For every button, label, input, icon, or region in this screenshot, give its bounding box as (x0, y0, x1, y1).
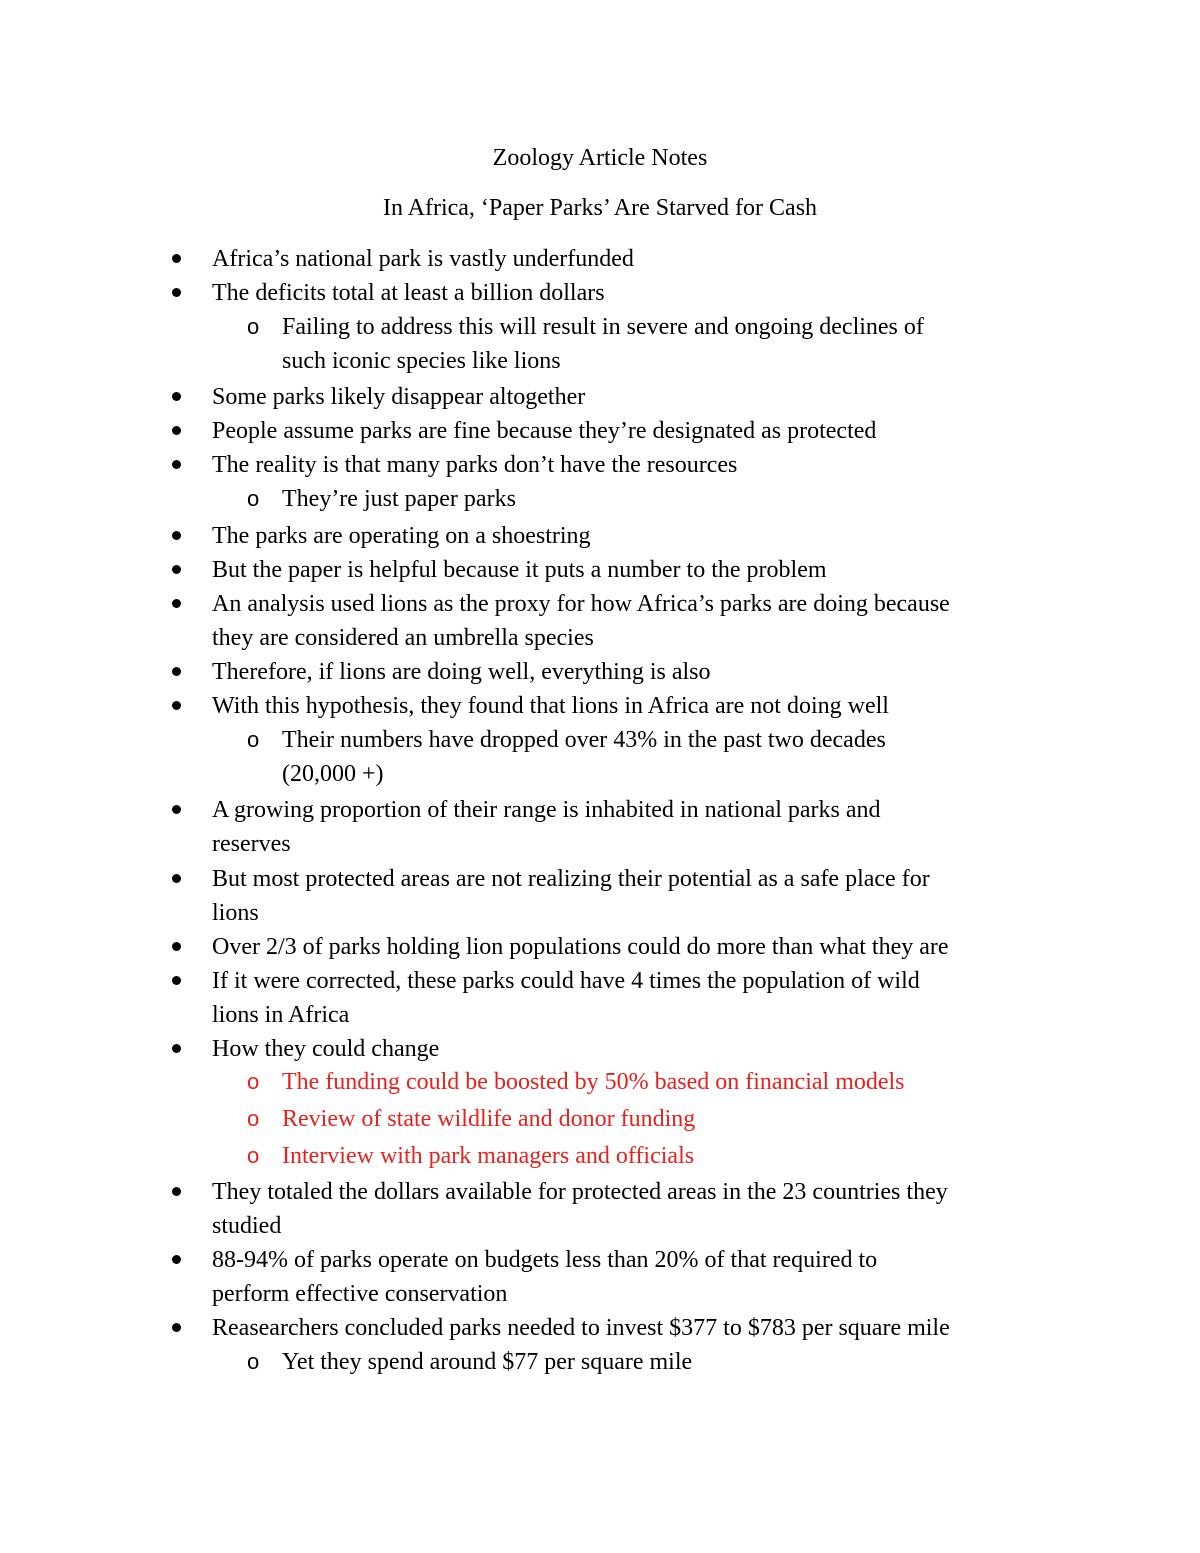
list-item-text: Their numbers have dropped over 43% in the past two decades (282, 727, 886, 753)
list-item-text: Interview with park managers and officials (282, 1143, 695, 1169)
document-title: Zoology Article Notes (492, 145, 708, 171)
hollow-bullet-icon: o (247, 486, 260, 511)
list-item (212, 1243, 877, 1311)
list-item-text: Reasearchers concluded parks needed to invest $377 to $783 per square mile (212, 1315, 950, 1341)
list-item-text: A growing proportion of their range is inhabited in national parks and (212, 797, 881, 823)
sub-list-item (247, 482, 516, 516)
sub-list-item (247, 1345, 693, 1379)
list-item-text: If it were corrected, these parks could have 4 times the population of wild (212, 968, 920, 994)
list-item-text: But the paper is helpful because it puts a number to the problem (212, 557, 827, 583)
list-item-text: Therefore, if lions are doing well, everything is also (212, 659, 711, 685)
article-title: In Africa, ‘Paper Parks’ Are Starved for Cash (382, 195, 818, 221)
hollow-bullet-icon: o (247, 1349, 260, 1374)
list-item (212, 414, 876, 448)
hollow-bullet-icon: o (247, 1069, 260, 1094)
sub-list-item (247, 1139, 695, 1173)
sub-list-item (247, 1065, 905, 1099)
list-item-text: The funding could be boosted by 50% based on financial models (282, 1069, 905, 1095)
list-item (212, 930, 949, 964)
list-item-text: 88-94% of parks operate on budgets less than 20% of that required to (212, 1247, 878, 1273)
list-item-text: They totaled the dollars available for protected areas in the 23 countries they (212, 1179, 948, 1205)
list-item-text: (20,000 +) (282, 761, 384, 787)
list-item (212, 519, 591, 553)
list-item-text: studied (212, 1213, 282, 1239)
list-item-text: The parks are operating on a shoestring (212, 523, 591, 549)
list-item (212, 793, 881, 861)
list-item-text: Africa’s national park is vastly underfunded (212, 246, 634, 272)
list-item-text: Yet they spend around $77 per square mile (282, 1349, 693, 1375)
list-item-text: An analysis used lions as the proxy for how Africa’s parks are doing because (212, 591, 950, 617)
list-item-text: The reality is that many parks don’t have the resources (212, 452, 738, 478)
list-item-text: such iconic species like lions (282, 348, 561, 374)
list-item-text: How they could change (212, 1036, 440, 1062)
list-item (212, 448, 737, 482)
list-item (212, 553, 827, 587)
list-item-text: The deficits total at least a billion dollars (212, 280, 605, 306)
list-item-text: Some parks likely disappear altogether (212, 384, 586, 410)
list-item-text: Review of state wildlife and donor funding (282, 1106, 696, 1132)
list-item-text: they are considered an umbrella species (212, 625, 594, 651)
list-item (212, 242, 634, 276)
list-item (212, 276, 605, 310)
sub-list-item (247, 310, 924, 378)
list-item (212, 862, 930, 930)
list-item-text: lions in Africa (212, 1002, 350, 1028)
hollow-bullet-icon: o (247, 1143, 260, 1168)
list-item-text: They’re just paper parks (282, 486, 516, 512)
list-item-text: Over 2/3 of parks holding lion populations could do more than what they are (212, 934, 949, 960)
list-item-text: Failing to address this will result in severe and ongoing declines of (282, 314, 924, 340)
list-item (212, 964, 920, 1032)
list-item-text: reserves (212, 831, 291, 857)
list-item-text: lions (212, 900, 259, 926)
list-item-text: But most protected areas are not realizing their potential as a safe place for (212, 866, 930, 892)
hollow-bullet-icon: o (247, 1106, 260, 1131)
sub-list-item (247, 1102, 696, 1136)
list-item-text: perform effective conservation (212, 1281, 508, 1307)
hollow-bullet-icon: o (247, 727, 260, 752)
list-item (212, 587, 950, 655)
list-item-text: People assume parks are fine because they’re designated as protected (212, 418, 877, 444)
hollow-bullet-icon: o (247, 314, 260, 339)
list-item (212, 1311, 950, 1345)
list-item (212, 1032, 439, 1066)
list-item-text: With this hypothesis, they found that lions in Africa are not doing well (212, 693, 889, 719)
list-item (212, 380, 585, 414)
list-item (212, 1175, 948, 1243)
list-item (212, 689, 889, 723)
sub-list-item (247, 723, 886, 791)
list-item (212, 655, 711, 689)
